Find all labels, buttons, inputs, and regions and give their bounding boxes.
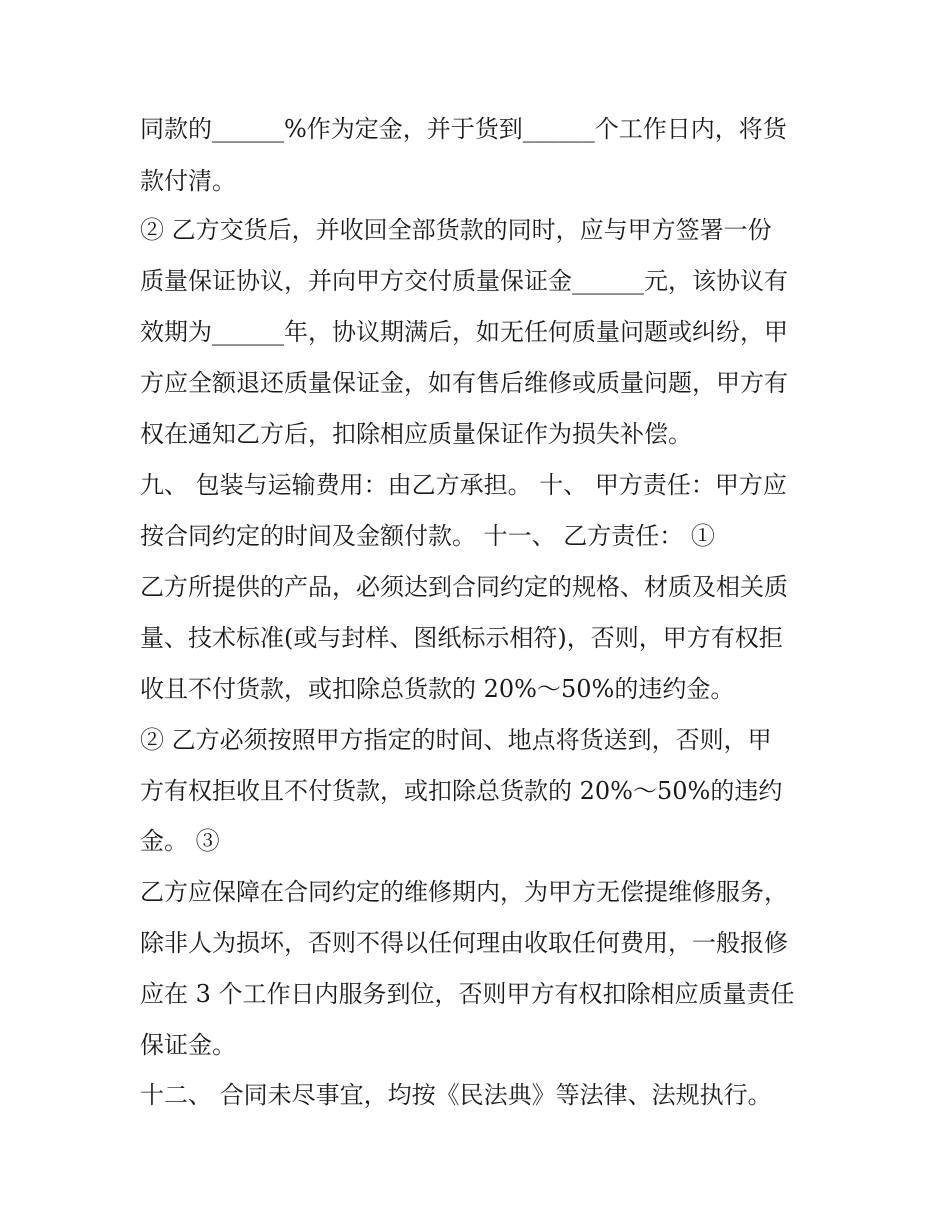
text-line: 量、技术标准(或与封样、图纸标示相符)，否则，甲方有权拒 (140, 624, 783, 652)
text-line: 权在通知乙方后，扣除相应质量保证作为损失补偿。 (140, 420, 692, 448)
text-line: 收且不付货款，或扣除总货款的 20%～50%的违约金。 (140, 675, 735, 703)
text-line: ② 乙方必须按照甲方指定的时间、地点将货送到，否则，甲 (140, 726, 772, 754)
text-line: 应在 3 个工作日内服务到位，否则甲方有权扣除相应质量责任 (140, 980, 795, 1008)
text-line: 乙方所提供的产品，必须达到合同约定的规格、材质及相关质 (140, 573, 788, 601)
text-line: 同款的______%作为定金，并于货到______个工作日内，将货 (140, 115, 787, 143)
text-line: 九、 包装与运输费用：由乙方承担。 十、 甲方责任：甲方应 (140, 471, 787, 499)
text-line: ② 乙方交货后，并收回全部货款的同时，应与甲方签署一份 (140, 216, 772, 244)
text-line: 按合同约定的时间及金额付款。 十一、 乙方责任： ① (140, 522, 715, 550)
text-line: 质量保证协议，并向甲方交付质量保证金______元，该协议有 (140, 267, 788, 295)
text-line: 保证金。 (140, 1031, 236, 1059)
text-line: 乙方应保障在合同约定的维修期内，为甲方无偿提维修服务， (140, 878, 788, 906)
text-line: 方应全额退还质量保证金，如有售后维修或质量问题，甲方有 (140, 369, 788, 397)
text-line: 十二、 合同未尽事宜，均按《民法典》等法律、法规执行。 (140, 1081, 772, 1109)
text-line: 方有权拒收且不付货款，或扣除总货款的 20%～50%的违约 (140, 777, 783, 805)
text-line: 效期为______年，协议期满后，如无任何质量问题或纠纷，甲 (140, 318, 788, 346)
text-line: 金。 ③ (140, 827, 220, 855)
text-line: 除非人为损坏，否则不得以任何理由收取任何费用，一般报修 (140, 929, 788, 957)
text-line: 款付清。 (140, 167, 236, 195)
